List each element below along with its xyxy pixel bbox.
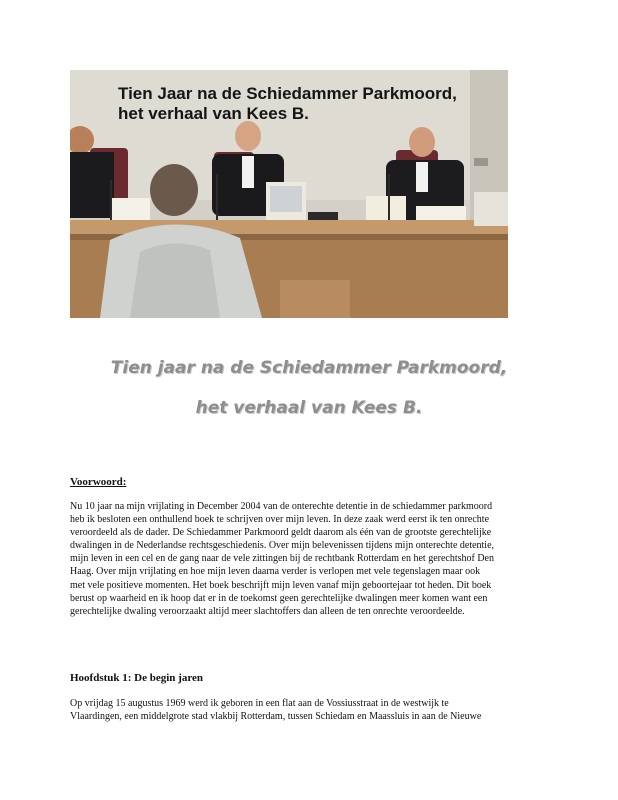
voorwoord-paragraph (70, 500, 552, 618)
text-line: Op vrijdag 15 augustus 1969 werd ik geboren in een flat aan de Vossiusstraat in de westwijk te (70, 698, 449, 709)
photo-caption-line-1: Tien Jaar na de Schiedammer Parkmoord, (118, 84, 457, 103)
courtroom-photo (70, 70, 508, 318)
text-line: berust op waarheid en ik hoop dat er in de toekomst geen gerechtelijke dwalingen meer komen want een (70, 592, 488, 604)
chapter-1-paragraph (70, 697, 552, 723)
text-line: veroordeeld als de dader. De Schiedammer Parkmoord geldt daarom als één van de grootste gerechtelijke (70, 527, 492, 539)
photo-caption (118, 84, 498, 124)
text-line: Haag. Over mijn vrijlating en hoe mijn leven daarna verder is verlopen met vele tegenslagen maar ook (70, 566, 481, 578)
document-title-line-1: Tien jaar na de Schiedammer Parkmoord, (110, 358, 508, 378)
voorwoord-heading: Voorwoord: (70, 476, 127, 488)
text-line: mijn leven in een cel en de gang naar de vele zittingen bij de rechtbank Rotterdam en het gerechtshof Den (70, 553, 494, 565)
text-line: Vlaardingen, een middelgrote stad vlakbij Rotterdam, tussen Schiedam en Maassluis in aan de Nieuwe (70, 711, 482, 723)
text-line: dwalingen in de Nederlandse rechtsgeschiedenis. Over mijn belevenissen tijdens mijn onterechte detentie, (70, 540, 495, 552)
text-line: Nu 10 jaar na mijn vrijlating in December 2004 van de onterechte detentie in de schiedammer parkmoord (70, 501, 493, 512)
text-line: gerechtelijke dwaling veroorzaakt altijd meer slachtoffers dan alleen de ten onrechte veroordeelde. (70, 605, 465, 617)
chapter-1-heading: Hoofdstuk 1: De begin jaren (70, 672, 204, 684)
photo-caption-line-2: het verhaal van Kees B. (118, 104, 309, 123)
document-title-line-2: het verhaal van Kees B. (195, 398, 423, 418)
text-line: heb ik besloten een onthullend boek te schrijven over mijn leven. In deze zaak werd eerst ik ten onrechte (70, 514, 490, 526)
text-line: met vele positieve momenten. Het boek beschrijft mijn leven vanaf mijn geboortejaar tot heden. Dit boek (70, 579, 492, 591)
